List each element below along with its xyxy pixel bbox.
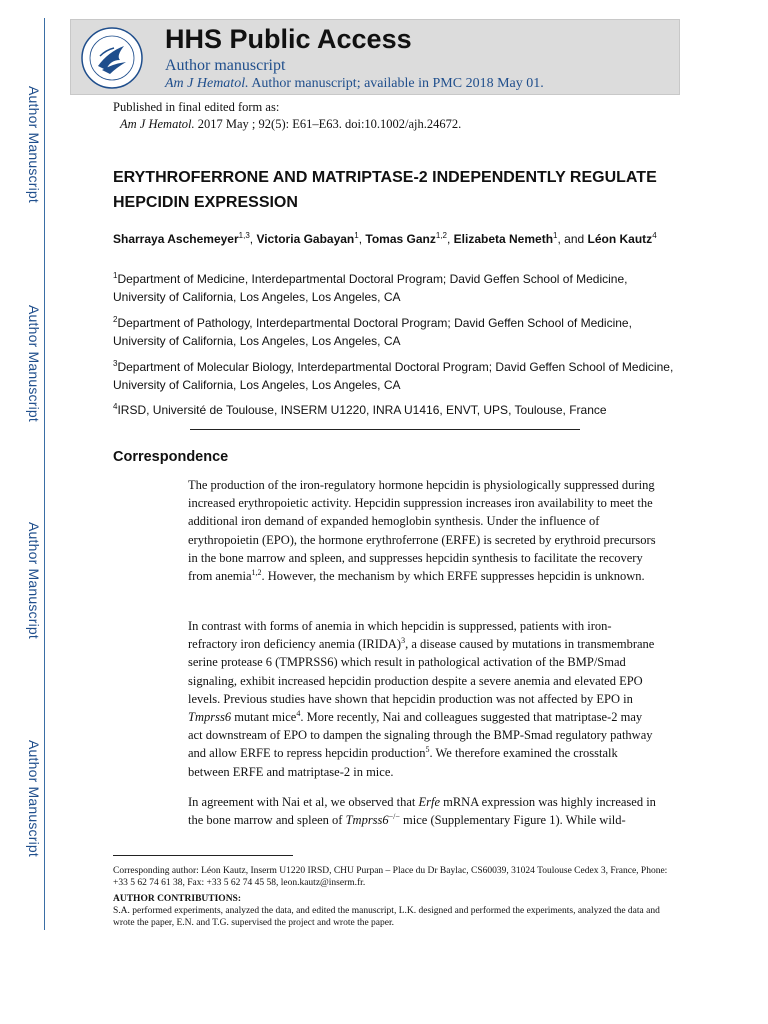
footnote-divider [113,855,293,856]
paragraph-text: . We therefore examined the crosstalk between ERFE and matriptase-2 in mice. [188,746,618,779]
author-list: Sharraya Aschemeyer$^{1,3}$, Victoria Gabayan$^1$, Tomas Ganz$^{1,2}$, Elizabeta Nemeth$^1$, and Léon Kautz$^4$ [113,231,657,246]
author-affil-sup: 4 [652,231,657,240]
affiliation [113,314,683,350]
genotype-sup: −/− [388,812,400,822]
side-label-author-manuscript: Author Manuscript [26,740,42,858]
citation-sup: 3 [401,636,406,646]
published-label: Published in final edited form as: [113,100,280,114]
side-label-author-manuscript: Author Manuscript [26,522,42,640]
paragraph-text: The production of the iron-regulatory hormone hepcidin is physiologically suppressed during increased erythropoietic activity. Hepcidin suppression increases iron availability to meet the additional iron demand of expanded hemoglobin synthesis. Under the influence of erythropoietin (EPO), the hormone erythroferrone (ERFE) is secreted by erythroid precursors in the bone marrow and spleen, and suppresses hepcidin synthesis to facilitate the recovery from anemia [188,478,656,584]
author-name: Léon Kautz [587,232,653,246]
paragraph-text: . However, the mechanism by which ERFE suppresses hepcidin is unknown. [261,569,645,584]
affiliation [113,358,683,394]
author-affil-sup: 1,2 [435,231,447,240]
contrib-heading-text: AUTHOR CONTRIBUTIONS: [113,894,242,904]
gene-name: Erfe [418,795,440,809]
author-affil-sup: 1 [354,231,359,240]
paragraph-text: . More recently, Nai and colleagues suggested that matriptase-2 may act downstream of EPO to dampen the signaling through the BMP-Smad regulatory pathway and allow ERFE to repress hepcidin production [188,710,653,761]
author-name: Elizabeta Nemeth [453,232,554,246]
author-manuscript-label: Author manuscript [165,57,286,74]
affiliation-text: IRSD, Université de Toulouse, INSERM U1220, INRA U1416, ENVT, UPS, Toulouse, France [117,403,607,417]
availability-text: Author manuscript; available in PMC 2018 May 01. [248,76,544,91]
author-affil-sup: 1 [553,231,558,240]
citation-details: 2017 May ; 92(5): E61–E63. doi:10.1002/ajh.24672. [194,117,462,131]
author-affil-sup: 1,3 [238,231,250,240]
section-heading: Correspondence [113,449,229,465]
affiliation [113,270,683,306]
affiliation-number: 2 [113,315,118,324]
gene-name: Tmprss6 [345,813,389,828]
corresponding-author-footnote: Corresponding author: Léon Kautz, Inserm U1220 IRSD, CHU Purpan – Place du Dr Baylac, CS60039, 31024 Toulouse Cedex 3, France, Phone: +33 5 62 74 61 38, Fax: +33 5 62 74 45 58, leon.kautz@inserm.fr. [113,866,668,888]
hhs-seal-icon [80,26,144,90]
citation-sup: 1,2 [251,567,262,577]
paragraph-text: mutant mice [231,710,297,725]
availability-line [165,76,544,92]
side-label-author-manuscript: Author Manuscript [26,86,42,204]
paragraph-text: , a disease caused by mutations in transmembrane serine protease 6 (TMPRSS6) which result in pathological activation of the BMP/Smad signaling, exhibit increased hepcidin production despite a severe anemia and elevated EPO levels. Previous studies have shown that hepcidin production was not affected by EPO in [188,637,655,706]
affiliation-number: 3 [113,359,118,368]
author-name: Victoria Gabayan [256,232,355,246]
affiliation-number: 4 [113,402,118,411]
affiliation-number: 1 [113,271,118,280]
body-paragraph [188,793,658,829]
margin-rule [44,18,45,930]
article-title: ERYTHROFERRONE AND MATRIPTASE-2 INDEPENDENTLY REGULATE HEPCIDIN EXPRESSION [113,169,657,211]
author-contributions-heading [113,894,673,906]
paragraph-text: In contrast with forms of anemia in which hepcidin is suppressed, patients with iron-refractory iron deficiency anemia (IRIDA) [188,619,612,652]
journal-abbrev: Am J Hematol. [165,76,249,91]
section-divider [190,429,580,430]
paragraph-text: mice (Supplementary Figure 1). While wild- [399,813,626,828]
author-contributions-footnote: S.A. performed experiments, analyzed the data, and edited the manuscript, L.K. designed and performed the experiments, analyzed the data and wrote the paper, E.N. and T.G. supervised the project and wrote the paper. [113,906,660,928]
affiliation-text: Department of Pathology, Interdepartmental Doctoral Program; David Geffen School of Medicine, University of California, Los Angeles, Los Angeles, CA [113,316,632,348]
paragraph-text: In agreement with Nai et al, we observed that [188,795,419,809]
paragraph-text: mRNA expression was highly increased in the bone marrow and spleen of [188,795,656,828]
citation-journal: Am J Hematol. [120,117,195,131]
affiliation-text: Department of Medicine, Interdepartmental Doctoral Program; David Geffen School of Medicine, University of California, Los Angeles, Los Angeles, CA [113,272,628,304]
body-paragraph [188,476,658,585]
body-paragraph [188,617,658,781]
author-name: Tomas Ganz [365,232,436,246]
citation-sup: 5 [425,745,430,755]
citation-sup: 4 [296,708,301,718]
hhs-public-access-title: HHS Public Access [165,24,412,54]
affiliation-text: Department of Molecular Biology, Interdepartmental Doctoral Program; David Geffen School of Medicine, University of California, Los Angeles, Los Angeles, CA [113,360,674,392]
author-name: Sharraya Aschemeyer [113,232,239,246]
side-label-author-manuscript: Author Manuscript [26,305,42,423]
affiliation [113,401,683,419]
citation-line [120,117,461,132]
gene-name: Tmprss6 [188,710,232,725]
